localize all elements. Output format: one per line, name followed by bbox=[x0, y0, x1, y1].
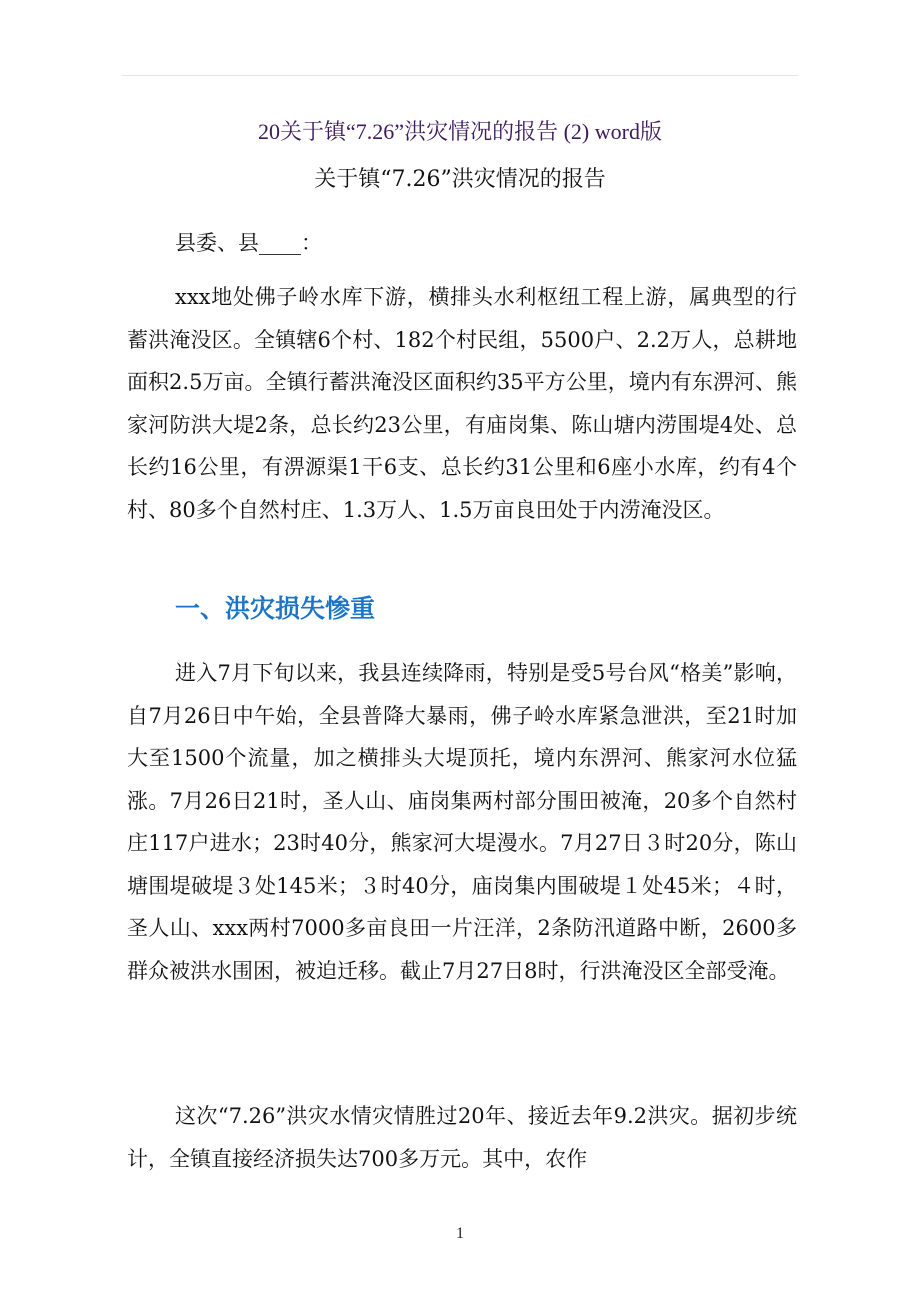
section-heading: 一、洪灾损失惨重 bbox=[175, 594, 376, 623]
report-subtitle: 关于镇“7.26”洪灾情况的报告 bbox=[314, 167, 606, 192]
document-title: 20关于镇“7.26”洪灾情况的报告 (2) word版 bbox=[258, 119, 662, 144]
salutation: 县委、县____： bbox=[175, 231, 322, 255]
paragraph-losses: 这次“7.26”洪灾水情灾情胜过20年、接近去年9.2洪灾。据初步统计，全镇直接经济损失达700多万元。其中，农作 bbox=[127, 1104, 797, 1171]
paragraph-flood-events: 进入7月下旬以来，我县连续降雨，特别是受5号台风“格美”影响，自7月26日中午始，全县普降大暴雨，佛子岭水库紧急泄洪，至21时加大至1500个流量，加之横排头大堤顶托，境内东淠河、熊家河水位猛涨。7月26日21时，圣人山、庙岗集两村部分围田被淹，20多个自然村庄117户进水；23时40分，熊家河大堤漫水。7月27日３时20分，陈山塘围堤破堤３处145米；３时40分，庙岗集内围破堤１处45米；４时，圣人山、xxx两村7000多亩良田一片汪洋，2条防汛道路中断，2600多群众被洪水围困，被迫迁移。截止7月27日8时，行洪淹没区全部受淹。 bbox=[127, 661, 797, 983]
page-number: 1 bbox=[456, 1225, 464, 1242]
header-divider bbox=[122, 75, 798, 76]
paragraph-overview: xxx地处佛子岭水库下游，横排头水利枢纽工程上游，属典型的行蓄洪淹没区。全镇辖6个村、182个村民组，5500户、2.2万人，总耕地面积2.5万亩。全镇行蓄洪淹没区面积约35平方公里，境内有东淠河、熊家河防洪大堤2条，总长约23公里，有庙岗集、陈山塘内涝围堤4处、总长约16公里，有淠源渠1干6支、总长约31公里和6座小水库，约有4个村、80多个自然村庄、1.3万人、1.5万亩良田处于内涝淹没区。 bbox=[127, 285, 797, 522]
